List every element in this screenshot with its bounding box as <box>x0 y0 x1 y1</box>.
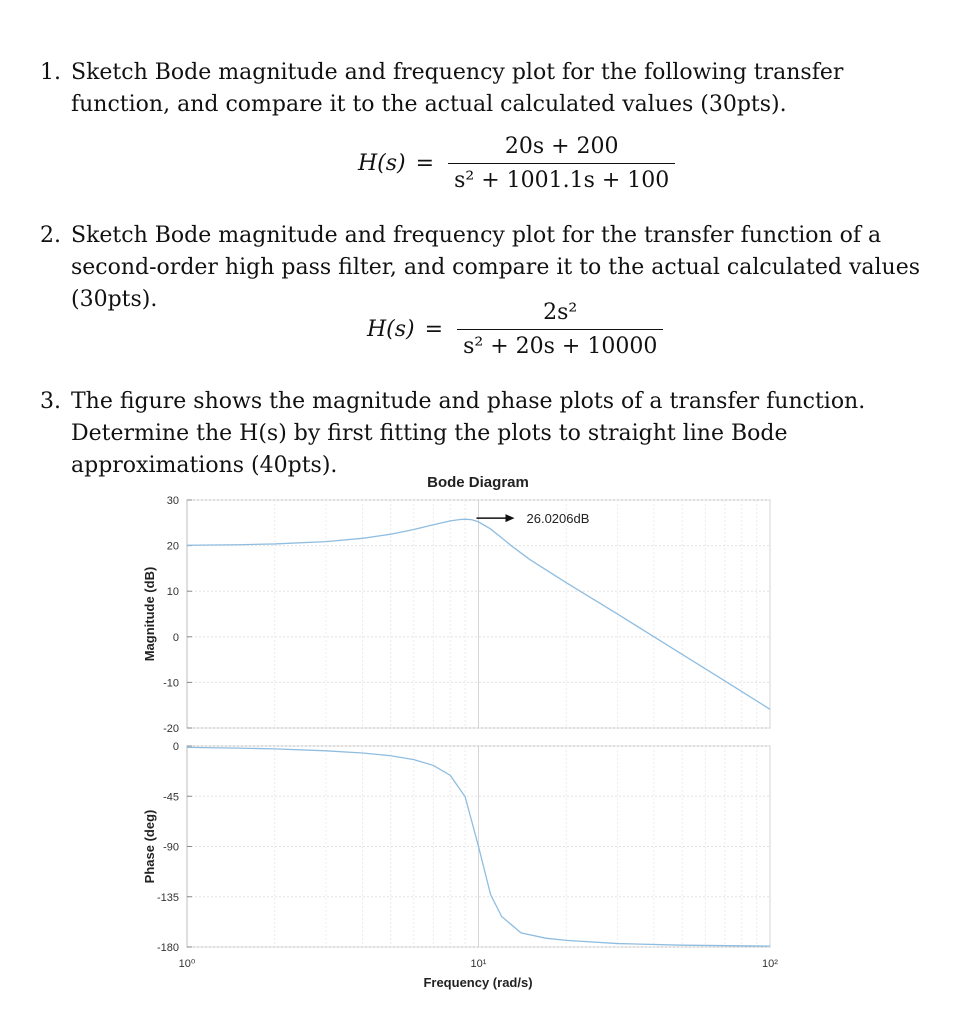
equation-2-lhs: H(s) <box>367 317 415 342</box>
y-tick-label: 0 <box>172 631 179 644</box>
question-3-text: The figure shows the magnitude and phase plots of a transfer function. Determine the H(s) by first fitting the plots to straight line Bode approximations (40pts). <box>71 389 866 478</box>
x-axis-ticks <box>179 958 779 970</box>
phase-y-ticks <box>157 741 179 954</box>
y-tick-label: -10 <box>163 677 179 690</box>
equation-1-numerator: 20s + 200 <box>448 134 675 164</box>
y-tick-label: 0 <box>172 741 179 753</box>
equation-2 <box>367 300 663 359</box>
equation-2-fraction <box>457 300 663 359</box>
y-tick-label: -20 <box>163 723 179 735</box>
y-tick-label: -180 <box>156 942 179 954</box>
x-tick-label: 10² <box>762 958 778 970</box>
equation-2-equals: = <box>424 317 444 342</box>
magnitude-y-axis-label: Magnitude (dB) <box>142 566 157 662</box>
phase-y-axis-label: Phase (deg) <box>142 809 157 884</box>
x-axis-label: Frequency (rad/s) <box>423 975 533 990</box>
equation-1-equals: = <box>415 151 435 176</box>
bode-diagram-figure <box>120 465 820 1000</box>
y-tick-label: 10 <box>166 586 179 599</box>
magnitude-peak-annotation: 26.0206dB <box>526 511 590 527</box>
question-1 <box>40 57 930 121</box>
equation-2-denominator: s² + 20s + 10000 <box>463 334 658 359</box>
question-2-number: 2. <box>40 223 61 248</box>
question-2-text: Sketch Bode magnitude and frequency plot for the transfer function of a second-order high pass filter, and compare it to the actual calculated values (30pts). <box>71 223 921 312</box>
y-tick-label: 30 <box>166 495 179 507</box>
equation-2-numerator: 2s² <box>457 300 663 330</box>
equation-1 <box>358 134 675 193</box>
equation-1-denominator: s² + 1001.1s + 100 <box>454 168 670 193</box>
x-tick-label: 10⁰ <box>178 958 196 970</box>
y-tick-label: -45 <box>163 791 179 804</box>
question-1-text: Sketch Bode magnitude and frequency plot for the following transfer function, and compare it to the actual calculated values (30pts). <box>71 60 844 117</box>
y-tick-label: -90 <box>163 841 179 854</box>
bode-diagram-svg <box>120 465 820 1000</box>
y-tick-label: 20 <box>166 540 179 553</box>
equation-1-fraction <box>448 134 675 193</box>
question-3-number: 3. <box>40 389 61 414</box>
y-tick-label: -135 <box>156 891 179 904</box>
magnitude-y-ticks <box>163 495 179 735</box>
chart-title: Bode Diagram <box>427 474 529 491</box>
magnitude-panel <box>142 495 770 735</box>
phase-panel <box>142 741 770 954</box>
equation-1-lhs: H(s) <box>358 151 406 176</box>
question-1-number: 1. <box>40 60 61 85</box>
x-tick-label: 10¹ <box>470 958 487 970</box>
